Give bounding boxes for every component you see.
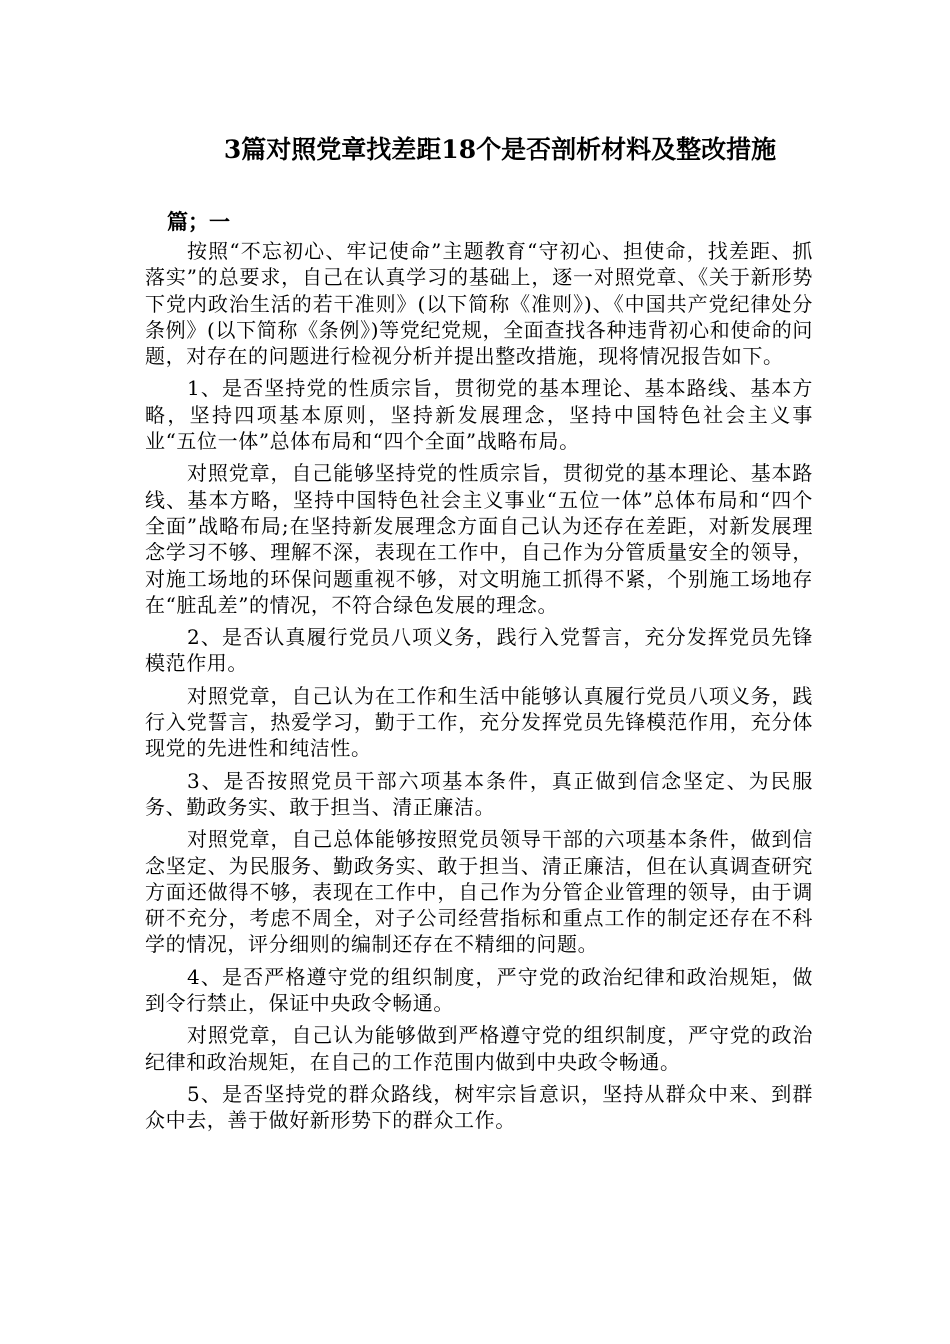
question-5: 5、是否坚持党的群众路线，树牢宗旨意识，坚持从群众中来、到群众中去，善于做好新形势下的群众工作。 <box>145 1081 813 1133</box>
question-4: 4、是否严格遵守党的组织制度，严守党的政治纪律和政治规矩，做到令行禁止，保证中央政令畅通。 <box>145 964 813 1016</box>
question-2: 2、是否认真履行党员八项义务，践行入党誓言，充分发挥党员先锋模范作用。 <box>145 625 813 676</box>
answer-2: 对照党章，自己认为在工作和生活中能够认真履行党员八项义务，践行入党誓言，热爱学习，勤于工作，充分发挥党员先锋模范作用，充分体现党的先进性和纯洁性。 <box>145 683 813 761</box>
document-title: 3篇对照党章找差距18个是否剖析材料及整改措施 <box>223 135 777 164</box>
question-1: 1、是否坚持党的性质宗旨，贯彻党的基本理论、基本路线、基本方略，坚持四项基本原则，坚持新发展理念，坚持中国特色社会主义事业“五位一体”总体布局和“四个全面”战略布局。 <box>145 376 813 454</box>
answer-4: 对照党章，自己认为能够做到严格遵守党的组织制度，严守党的政治纪律和政治规矩，在自己的工作范围内做到中央政令畅通。 <box>145 1023 813 1074</box>
section-label: 篇；一 <box>167 209 230 234</box>
answer-3: 对照党章，自己总体能够按照党员领导干部的六项基本条件，做到信念坚定、为民服务、勤政务实、敢于担当、清正廉洁，但在认真调查研究方面还做得不够，表现在工作中，自己作为分管企业管理的领导，由于调研不充分，考虑不周全，对子公司经营指标和重点工作的制定还存在不科学的情况，评分细则的编制还存在不精细的问题。 <box>145 827 813 957</box>
question-3: 3、是否按照党员干部六项基本条件，真正做到信念坚定、为民服务、勤政务实、敢于担当、清正廉洁。 <box>145 768 813 819</box>
answer-1: 对照党章，自己能够坚持党的性质宗旨，贯彻党的基本理论、基本路线、基本方略，坚持中国特色社会主义事业“五位一体”总体布局和“四个全面”战略布局;在坚持新发展理念方面自己认为还存在差距，对新发展理念学习不够、理解不深，表现在工作中，自己作为分管质量安全的领导，对施工场地的环保问题重视不够，对文明施工抓得不紧，个别施工场地存在“脏乱差”的情况，不符合绿色发展的理念。 <box>145 461 813 617</box>
document-body <box>145 238 813 1140</box>
intro-paragraph: 按照“不忘初心、牢记使命”主题教育“守初心、担使命，找差距、抓落实”的总要求，自己在认真学习的基础上，逐一对照党章、《关于新形势下党内政治生活的若干准则》(以下简称《准则》)、《中国共产党纪律处分条例》(以下简称《条例》)等党纪党规，全面查找各种违背初心和使命的问题，对存在的问题进行检视分析并提出整改措施，现将情况报告如下。 <box>145 239 813 369</box>
